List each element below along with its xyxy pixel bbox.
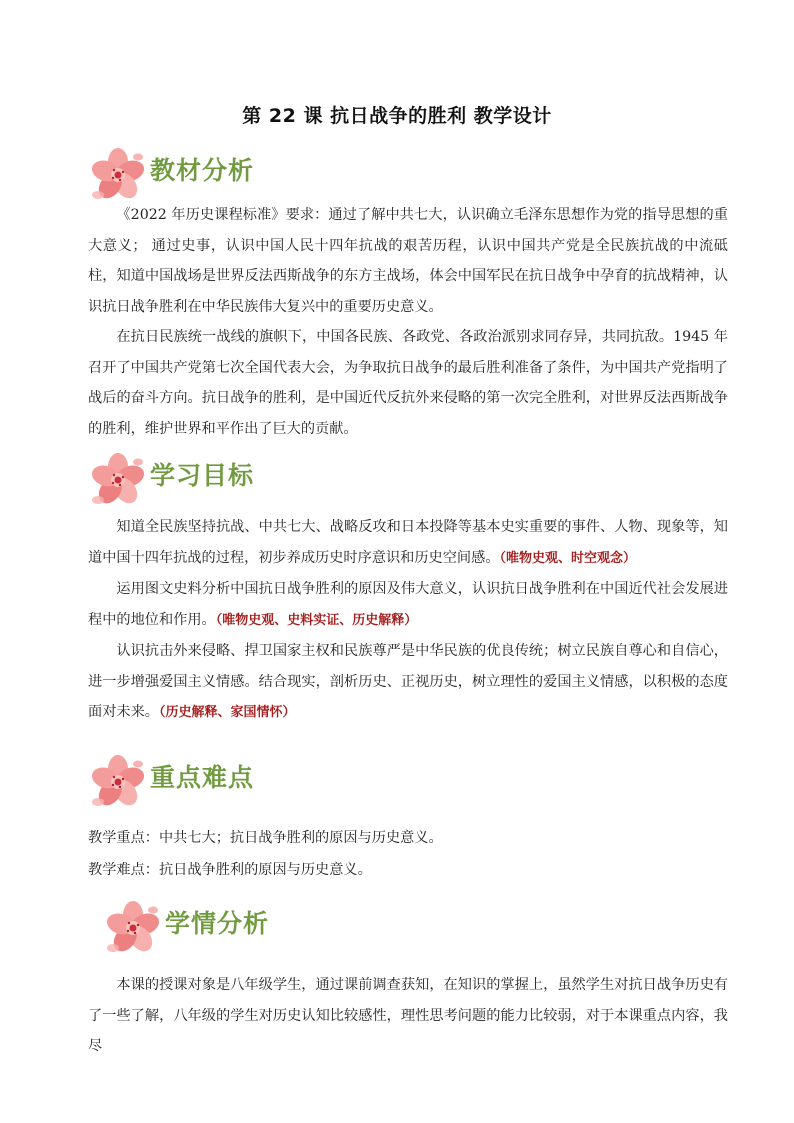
- difficult-point: 教学难点：抗日战争胜利的原因与历史意义。: [88, 862, 372, 878]
- section-header-textbook-analysis: [88, 145, 328, 205]
- section-heading: 教材分析: [150, 156, 255, 185]
- blossom-icon: [88, 752, 148, 812]
- goal-tag: （唯物史观、史料实证、历史解释）: [215, 612, 418, 628]
- key-point: 教学重点：中共七大；抗日战争胜利的原因与历史意义。: [88, 830, 443, 846]
- document-title: 第 22 课 抗日战争的胜利 教学设计: [242, 105, 552, 127]
- goal-text: 运用图文史料分析中国抗日战争胜利的原因及伟大意义，认识抗日战争胜利在中国近代社会发展进程中的地位和作用。: [88, 581, 728, 628]
- paragraph-student-analysis: 本课的授课对象是八年级学生，通过课前调查获知，在知识的掌握上，虽然学生对抗日战争历史有了一些了解，八年级的学生对历史认知比较感性，理性思考问题的能力比较弱，对于本课重点内容，我尽: [88, 977, 728, 1054]
- blossom-icon: [103, 898, 163, 958]
- blossom-icon: [88, 450, 148, 510]
- learning-goal-2: [88, 574, 728, 636]
- paragraph-curriculum-standard: 《2022 年历史课程标准》要求：通过了解中共七大，认识确立毛泽东思想作为党的指导思想的重大意义； 通过史事，认识中国人民十四年抗战的艰苦历程，认识中国共产党是全民族抗战的中流砥柱，知道中国战场是世界反法西斯战争的东方主战场，体会中国军民在抗日战争中孕育的抗战精神，认识抗日战争胜利在中华民族伟大复兴中的重要历史意义。: [88, 207, 728, 315]
- learning-goal-1: [88, 512, 728, 574]
- section-heading: 学习目标: [150, 461, 255, 490]
- goal-text: 认识抗击外来侵略、捍卫国家主权和民族尊严是中华民族的优良传统；树立民族自尊心和自信心，进一步增强爱国主义情感。结合现实，剖析历史、正视历史，树立理性的爱国主义情感，以积极的态度面对未来。: [88, 643, 728, 720]
- goal-tag: （历史解释、家国情怀）: [158, 705, 296, 720]
- section-header-key-difficult-points: [88, 752, 328, 812]
- goal-tag: （唯物史观、时空观念）: [499, 550, 636, 566]
- section-header-learning-goals: [88, 450, 328, 510]
- blossom-icon: [88, 145, 148, 205]
- section-header-student-analysis: [103, 898, 343, 958]
- learning-goal-3: [88, 636, 728, 729]
- section-heading: 重点难点: [150, 763, 255, 792]
- goal-text: 知道全民族坚持抗战、中共七大、战略反攻和日本投降等基本史实重要的事件、人物、现象等，知道中国十四年抗战的过程，初步养成历史时序意识和历史空间感。: [88, 519, 728, 566]
- section-heading: 学情分析: [165, 909, 270, 938]
- paragraph-united-front: 在抗日民族统一战线的旗帜下，中国各民族、各政党、各政治派别求同存异，共同抗敌。1945 年召开了中国共产党第七次全国代表大会，为争取抗日战争的最后胜利准备了条件，为中国共产党指明了战后的奋斗方向。抗日战争的胜利，是中国近代反抗外来侵略的第一次完全胜利，对世界反法西斯战争的胜利，维护世界和平作出了巨大的贡献。: [88, 329, 728, 437]
